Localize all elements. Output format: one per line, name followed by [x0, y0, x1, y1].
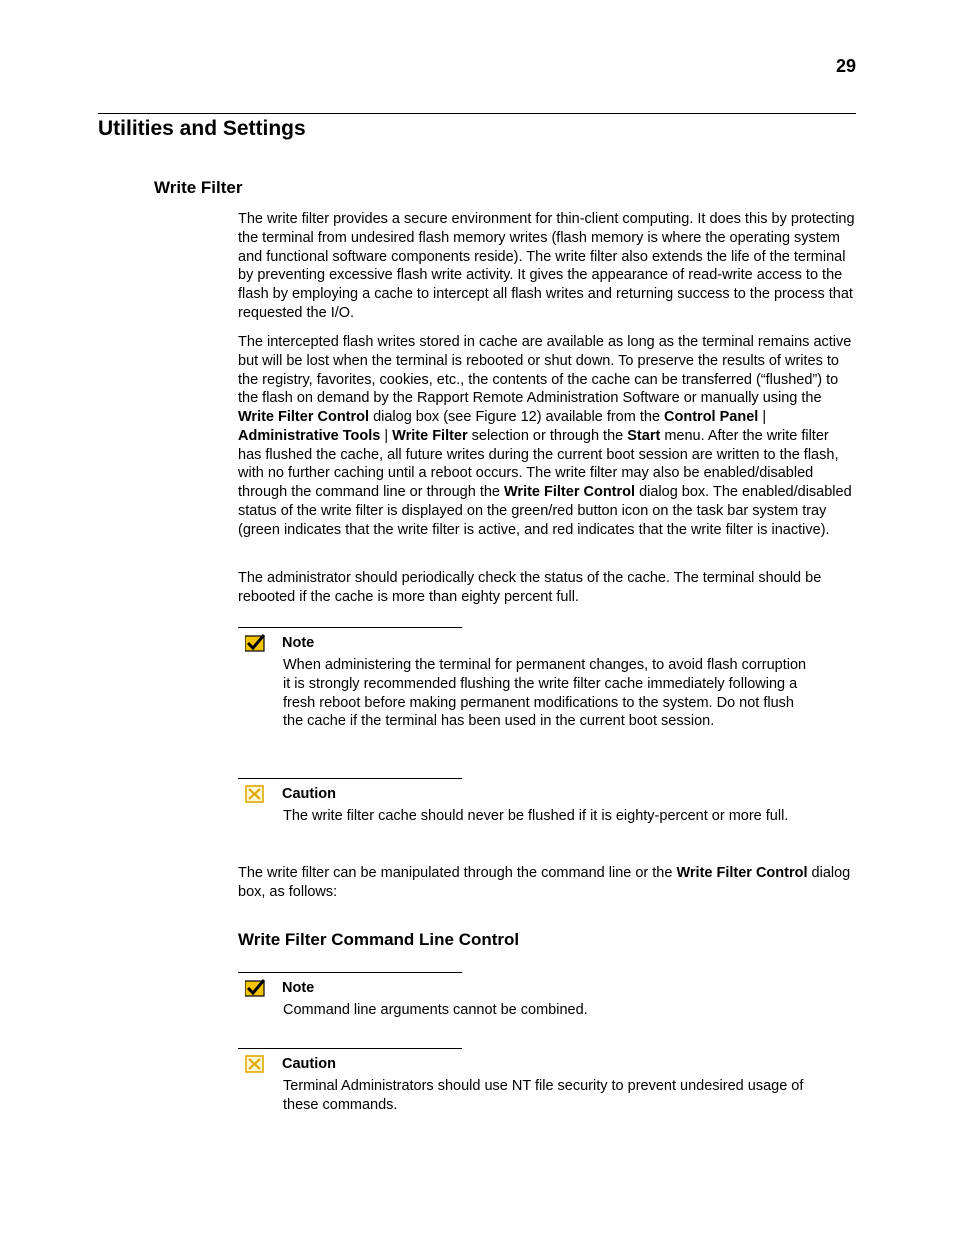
callout-rule	[238, 778, 462, 779]
checkmark-note-icon	[245, 979, 265, 997]
subsection-heading: Write Filter	[154, 178, 243, 197]
note-body: Command line arguments cannot be combined.	[283, 1002, 588, 1018]
subsubsection-heading: Write Filter Command Line Control	[238, 930, 520, 949]
note-body: When administering the terminal for permanent changes, to avoid flash corruption it is strongly recommended flushing the write filter cache immediately following a fresh reboot before making permanent modifications to the system. Do not flush the cache if the terminal has been used in the current boot session.	[283, 657, 807, 730]
note-callout	[238, 627, 828, 730]
caution-callout	[238, 1048, 828, 1113]
paragraph-4: The write filter can be manipulated through the command line or the Write Filter Control dialog box, as follows:	[238, 865, 851, 900]
caution-body: The write filter cache should never be flushed if it is eighty-percent or more full.	[283, 808, 789, 824]
paragraph-1: The write filter provides a secure environment for thin-client computing. It does this by protecting the terminal from undesired flash memory writes (flash memory is where the operating system and functional software components reside). The write filter also extends the life of the terminal by preventing excessive flash write activity. It gives the appearance of read-write access to the flash by employing a cache to intercept all flash writes and returning success to the process that requested the I/O.	[238, 211, 855, 321]
caution-title: Caution	[282, 786, 336, 802]
callout-rule	[238, 972, 462, 973]
checkmark-note-icon	[245, 634, 265, 652]
header-rule	[98, 113, 856, 114]
caution-x-icon	[245, 1055, 265, 1073]
caution-callout	[238, 778, 828, 824]
page-number: 29	[835, 56, 856, 76]
paragraph-2: The intercepted flash writes stored in cache are available as long as the terminal remains active but will be lost when the terminal is rebooted or shut down. To preserve the results of writes to the registry, favorites, cookies, etc., the contents of the cache can be transferred (“flushed”) to the flash on demand by the Rapport Remote Administration Software or manually using the Write Filter Control dialog box (see Figure 12) available from the Control Panel | Administrative Tools | Write Filter selection or through the Start menu. After the write filter has flushed the cache, all future writes during the current boot session are written to the flash, with no further caching until a reboot occurs. The write filter may also be enabled/disabled through the command line or through the Write Filter Control dialog box. The enabled/disabled status of the write filter is displayed on the green/red button icon on the task bar system tray (green indicates that the write filter is active, and red indicates that the write filter is inactive).	[238, 334, 852, 538]
caution-x-icon	[245, 785, 265, 803]
note-title: Note	[282, 635, 315, 651]
callout-rule	[238, 627, 462, 628]
callout-rule	[238, 1048, 462, 1049]
note-title: Note	[282, 980, 315, 996]
caution-body: Terminal Administrators should use NT file security to prevent undesired usage of these commands.	[283, 1078, 804, 1113]
paragraph-3: The administrator should periodically check the status of the cache. The terminal should be rebooted if the cache is more than eighty percent full.	[238, 570, 822, 605]
caution-title: Caution	[282, 1056, 336, 1072]
note-callout	[238, 972, 828, 1018]
section-heading: Utilities and Settings	[98, 117, 306, 140]
